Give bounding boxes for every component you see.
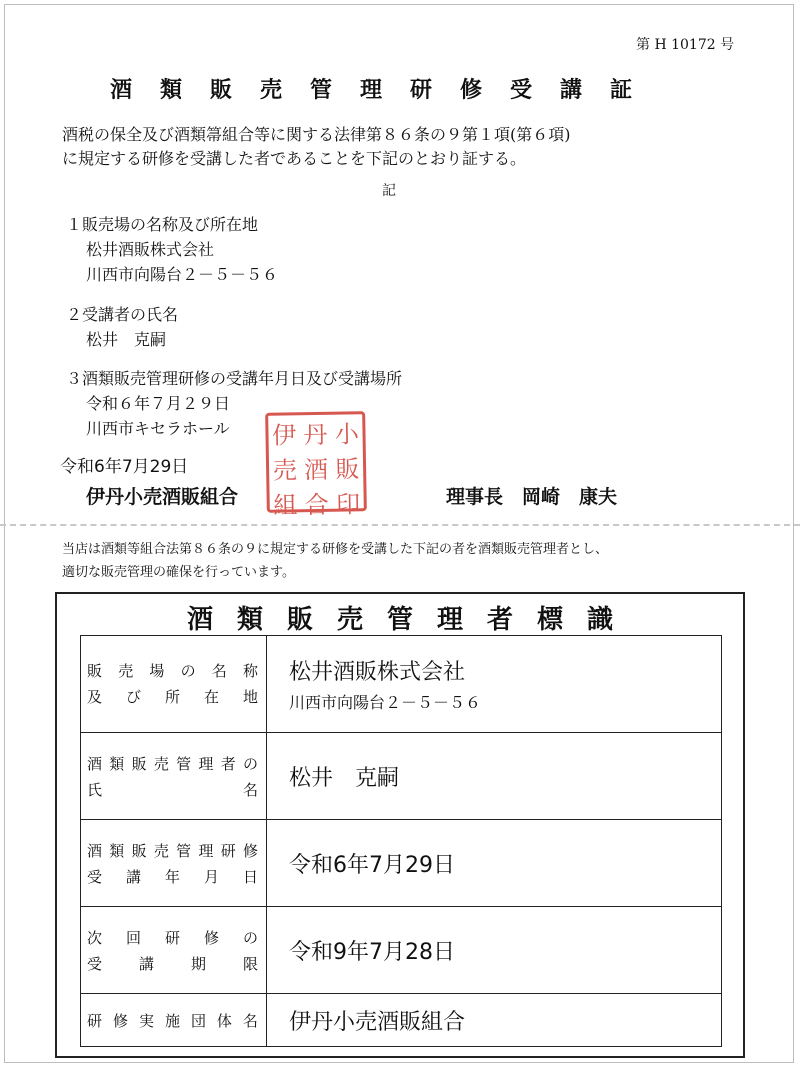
row-value <box>267 907 722 994</box>
seal-char: 印 <box>335 490 361 519</box>
sign-title: 酒類販売管理者標識 <box>186 605 637 635</box>
label-line-2 <box>81 863 266 889</box>
sign-table <box>80 635 722 1047</box>
table-row <box>81 907 722 994</box>
label-char: び <box>125 688 141 707</box>
seal-char: 合 <box>304 490 329 520</box>
label-char: 期 <box>190 954 206 973</box>
label-char: 類 <box>109 841 125 860</box>
seal-char: 売 <box>272 456 298 485</box>
seal-char: 組 <box>273 491 298 520</box>
label-char: 施 <box>164 1011 180 1030</box>
ki-label: 記 <box>382 183 396 199</box>
label-line-1 <box>81 1007 266 1033</box>
table-row <box>81 994 722 1047</box>
label-char: 年 <box>164 867 180 886</box>
label-char: 受 <box>87 954 103 973</box>
section-3-line-2: 川西市キセラホール <box>86 419 230 438</box>
label-line-1 <box>81 750 266 776</box>
label-char: 管 <box>176 754 192 773</box>
label-char: 修 <box>242 841 258 860</box>
next-training-deadline: 令和9年7月28日 <box>289 939 455 965</box>
issue-date: 令和6年7月29日 <box>60 457 189 477</box>
label-char: の <box>180 662 196 681</box>
label-char: 理 <box>198 841 214 860</box>
label-char: 次 <box>87 928 103 947</box>
manager-sign <box>55 592 745 1058</box>
section-1-line-1: 松井酒販株式会社 <box>86 240 215 259</box>
section-1-line-2: 川西市向陽台２－５－５６ <box>86 265 279 284</box>
label-char: 研 <box>164 928 180 947</box>
notice-line-1: 当店は酒類等組合法第８６条の９に規定する研修を受講した下記の者を酒類販売管理者とし、 <box>62 542 609 557</box>
label-line-2 <box>81 684 266 710</box>
label-line-1 <box>81 658 266 684</box>
label-char: 名 <box>242 780 258 799</box>
table-row <box>81 820 722 907</box>
chairman-name: 理事長 岡崎 康夫 <box>446 486 618 508</box>
label-char: 販 <box>131 841 147 860</box>
issuer-name: 伊丹小売酒販組合 <box>86 486 239 508</box>
label-char: 回 <box>125 928 141 947</box>
seal-char: 伊 <box>271 421 297 450</box>
seal-char: 酒 <box>303 455 329 485</box>
intro-line-1: 酒税の保全及び酒類箒組合等に関する法律第８６条の９第１項(第６項) <box>62 125 571 144</box>
label-char: 販 <box>131 754 147 773</box>
label-line-2 <box>81 950 266 976</box>
training-organization: 伊丹小売酒販組合 <box>289 1009 466 1035</box>
row-label <box>81 636 267 733</box>
label-char: 限 <box>242 954 258 973</box>
label-char: 日 <box>242 867 258 886</box>
row-value <box>267 994 722 1047</box>
red-seal-stamp <box>265 411 367 520</box>
label-char: 団 <box>190 1011 206 1030</box>
manager-name: 松井 克嗣 <box>289 765 400 791</box>
label-char: 者 <box>220 754 236 773</box>
label-line-1 <box>81 924 266 950</box>
seal-char: 丹 <box>303 420 328 450</box>
label-char: 所 <box>164 688 180 707</box>
certificate-title: 酒類販売管理研修受講証 <box>110 77 661 103</box>
label-char: 理 <box>198 754 214 773</box>
table-row <box>81 636 722 733</box>
label-char: 地 <box>242 688 258 707</box>
label-char: 及 <box>87 688 103 707</box>
dashed-separator <box>0 524 800 526</box>
label-char: 修 <box>203 928 219 947</box>
label-char: 講 <box>138 954 154 973</box>
label-char: 管 <box>176 841 192 860</box>
label-char: 研 <box>220 841 236 860</box>
row-value <box>267 732 722 819</box>
section-3-line-1: 令和６年７月２９日 <box>86 394 231 413</box>
certificate-number: 第 H 10172 号 <box>636 37 735 53</box>
table-row <box>81 732 722 819</box>
label-char: 酒 <box>87 841 103 860</box>
label-line-2 <box>81 776 266 802</box>
row-label <box>81 820 267 907</box>
section-1-heading: １販売場の名称及び所在地 <box>66 215 259 234</box>
training-date: 令和6年7月29日 <box>289 852 455 878</box>
label-char: 名 <box>211 662 227 681</box>
intro-line-2: に規定する研修を受講した者であることを下記のとおり証する。 <box>62 149 527 168</box>
label-char: 修 <box>112 1011 128 1030</box>
store-name: 松井酒販株式会社 <box>289 659 466 685</box>
row-value <box>267 636 722 733</box>
label-char: 講 <box>125 867 141 886</box>
label-char: 研 <box>87 1011 103 1030</box>
label-char: 酒 <box>87 754 103 773</box>
label-char: の <box>242 754 258 773</box>
row-label <box>81 994 267 1047</box>
row-label <box>81 907 267 994</box>
label-char: 月 <box>203 867 219 886</box>
label-char: 売 <box>118 662 134 681</box>
label-char: 売 <box>153 841 169 860</box>
label-char: 場 <box>149 662 165 681</box>
notice-line-2: 適切な販売管理の確保を行っています。 <box>62 565 295 580</box>
label-char: 販 <box>87 662 103 681</box>
label-char: 受 <box>87 867 103 886</box>
section-2-line-1: 松井 克嗣 <box>86 330 167 349</box>
label-char: 実 <box>138 1011 154 1030</box>
seal-char: 販 <box>335 455 360 484</box>
section-3-heading: ３酒類販売管理研修の受講年月日及び受講場所 <box>66 369 403 388</box>
label-char: 氏 <box>87 780 103 799</box>
label-char: 名 <box>242 1011 258 1030</box>
label-line-1 <box>81 837 266 863</box>
row-value <box>267 820 722 907</box>
section-2-heading: ２受講者の氏名 <box>66 305 179 324</box>
store-address: 川西市向陽台２－５－５６ <box>289 692 482 712</box>
label-char: 体 <box>216 1011 232 1030</box>
label-char: 在 <box>203 688 219 707</box>
label-char: 類 <box>109 754 125 773</box>
row-label <box>81 732 267 819</box>
label-char: 称 <box>242 662 258 681</box>
label-char: 売 <box>153 754 169 773</box>
label-char: の <box>242 928 258 947</box>
seal-char: 小 <box>334 420 360 449</box>
